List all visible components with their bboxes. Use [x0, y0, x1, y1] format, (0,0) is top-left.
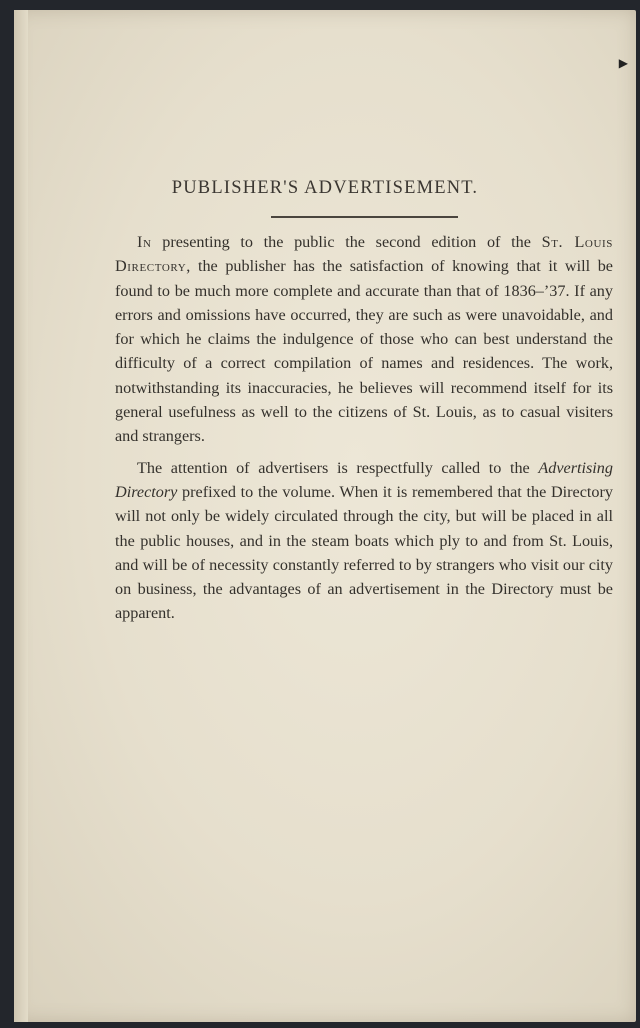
body-text — [115, 230, 613, 626]
page-title: PUBLISHER'S ADVERTISEMENT. — [171, 178, 479, 198]
paragraph-2 — [115, 456, 613, 626]
document-page — [14, 10, 636, 1022]
paragraph-1-text-a: presenting to the public the second edition of the — [151, 233, 542, 251]
page-spine — [14, 10, 28, 1022]
paragraph-1 — [115, 230, 613, 449]
directory-name: St. Louis Directory — [115, 233, 614, 276]
paragraph-2-text-a: The attention of advertisers is respectfully called to the — [137, 458, 539, 477]
paragraph-2-text-b: prefixed to the volume. When it is remembered that the Directory will not only be widely circulated through the city, but will be placed in all the public houses, and in the steam boats which ply to and from St. Louis, and will be of necessity constantly referred to by strangers who visit our city on business, the advantages of an advertisement in the Directory must be apparent. — [115, 482, 613, 623]
drop-lead-word: In — [137, 233, 152, 251]
title-divider — [271, 216, 458, 218]
page-corner-mark: ▶ — [618, 56, 628, 70]
advertising-directory-title: Advertising Directory — [115, 458, 613, 501]
paragraph-1-text-b: , the publisher has the satisfaction of knowing that it will be found to be much more complete and accurate than that of 1836–’37. If any errors and omissions have occurred, they are such as were unavoidable, and for which he claims the indulgence of those who can best understand the difficulty of a correct compilation of names and residences. The work, notwithstanding its inaccuracies, he believes will recommend itself for its general usefulness as well to the citizens of St. Louis, as to casual visiters and strangers. — [115, 257, 613, 446]
